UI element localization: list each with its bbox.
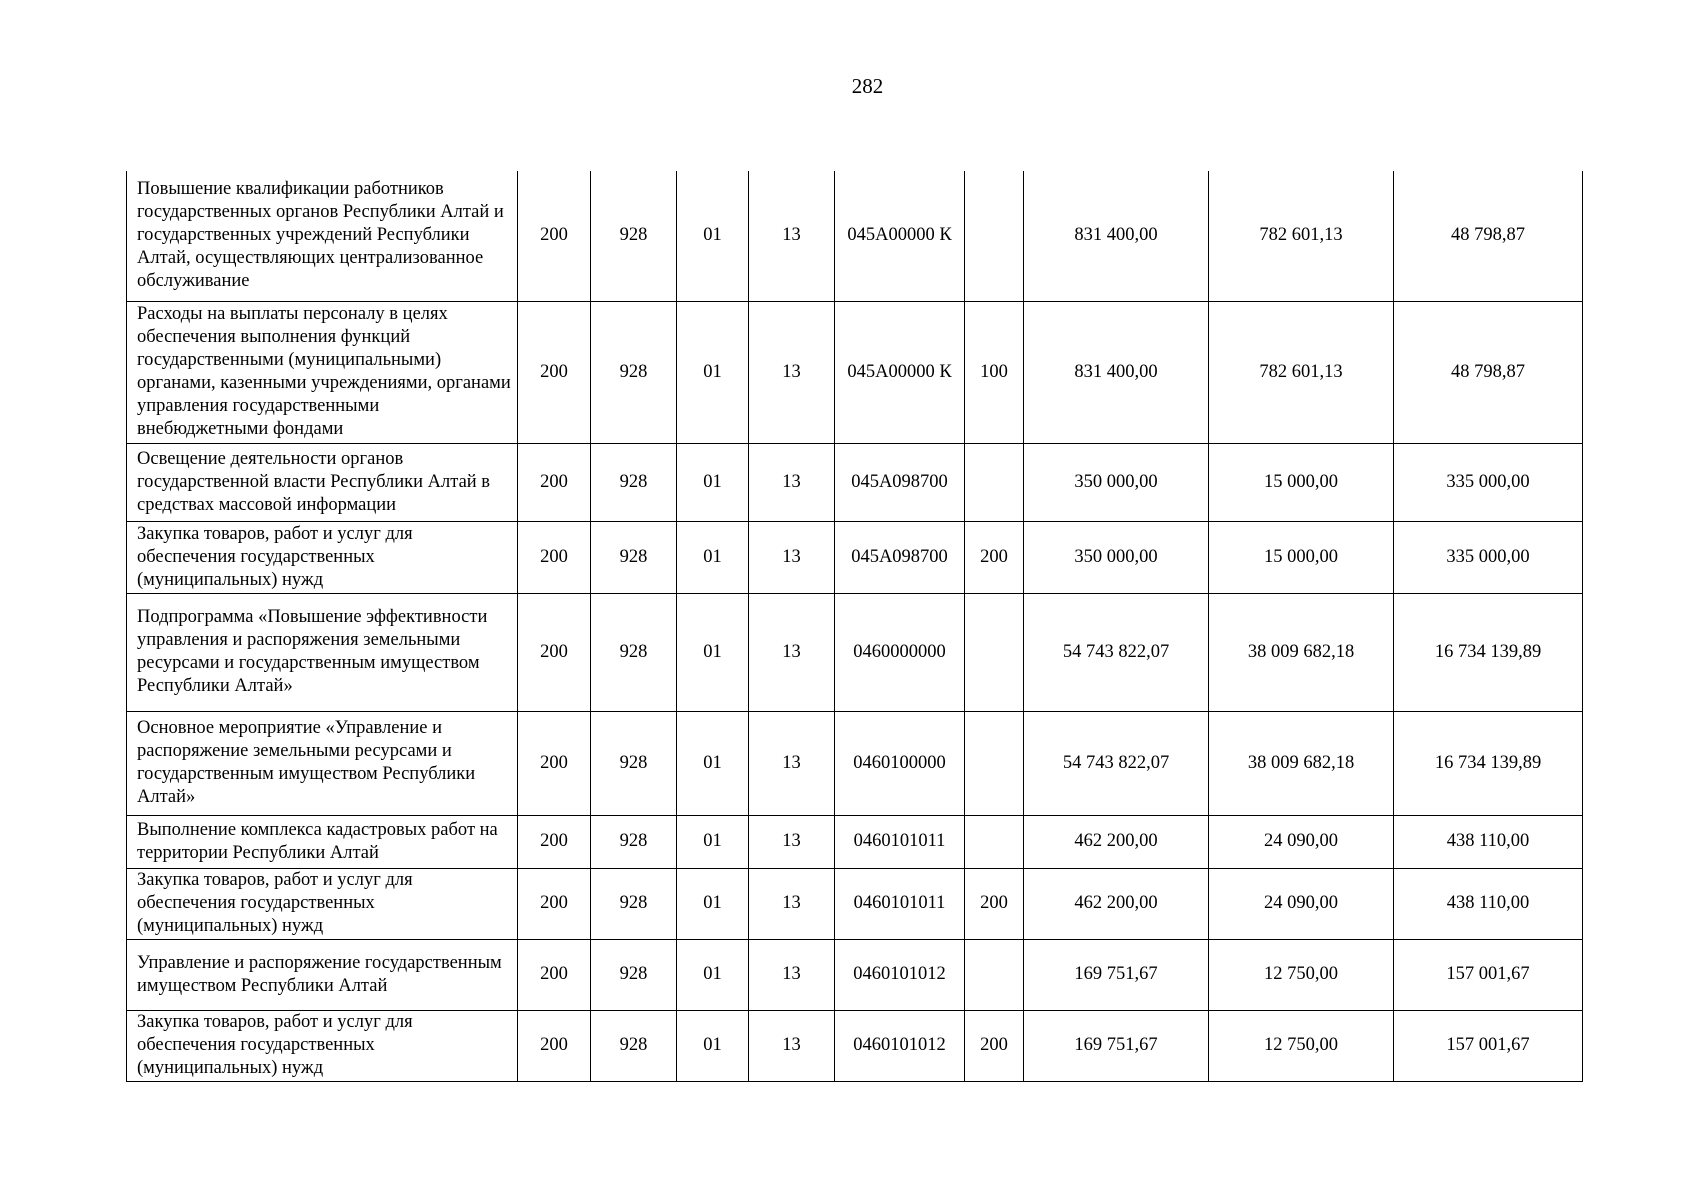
row-name: Закупка товаров, работ и услуг для обеспечения государственных (муниципальных) нужд: [127, 1010, 518, 1081]
cell-v1: 350 000,00: [1024, 443, 1209, 521]
cell-c3: 01: [677, 521, 749, 593]
cell-c2: 928: [591, 939, 677, 1010]
cell-c4: 13: [749, 301, 835, 443]
cell-c5: 0460101012: [835, 939, 965, 1010]
cell-v2: 38 009 682,18: [1209, 711, 1394, 815]
cell-v1: 831 400,00: [1024, 171, 1209, 301]
cell-v3: 16 734 139,89: [1394, 593, 1583, 711]
table-row: [127, 815, 1583, 868]
row-name: Основное мероприятие «Управление и распоряжение земельными ресурсами и государственным имуществом Республики Алтай»: [127, 711, 518, 815]
cell-v3: 16 734 139,89: [1394, 711, 1583, 815]
cell-c1: 200: [518, 301, 591, 443]
cell-v2: 24 090,00: [1209, 868, 1394, 939]
cell-v2: 15 000,00: [1209, 521, 1394, 593]
table-row: [127, 171, 1583, 301]
cell-c2: 928: [591, 711, 677, 815]
cell-c4: 13: [749, 939, 835, 1010]
cell-c6: [965, 939, 1024, 1010]
cell-c5: 045А00000 К: [835, 301, 965, 443]
row-name: Расходы на выплаты персоналу в целях обеспечения выполнения функций государственными (муниципальными) органами, казенными учреждениями, органами управления государственными внебюджетными фондами: [127, 301, 518, 443]
cell-c3: 01: [677, 711, 749, 815]
cell-v3: 335 000,00: [1394, 443, 1583, 521]
cell-v3: 157 001,67: [1394, 1010, 1583, 1081]
cell-v3: 157 001,67: [1394, 939, 1583, 1010]
cell-c5: 0460101011: [835, 868, 965, 939]
cell-v1: 831 400,00: [1024, 301, 1209, 443]
cell-v1: 169 751,67: [1024, 939, 1209, 1010]
row-name: Подпрограмма «Повышение эффективности управления и распоряжения земельными ресурсами и государственным имуществом Республики Алтай»: [127, 593, 518, 711]
cell-v3: 335 000,00: [1394, 521, 1583, 593]
cell-v1: 350 000,00: [1024, 521, 1209, 593]
row-name: Закупка товаров, работ и услуг для обеспечения государственных (муниципальных) нужд: [127, 521, 518, 593]
cell-c6: 200: [965, 1010, 1024, 1081]
cell-c3: 01: [677, 593, 749, 711]
cell-c4: 13: [749, 815, 835, 868]
row-name: Выполнение комплекса кадастровых работ на территории Республики Алтай: [127, 815, 518, 868]
cell-c2: 928: [591, 521, 677, 593]
cell-c3: 01: [677, 1010, 749, 1081]
cell-c2: 928: [591, 301, 677, 443]
cell-c5: 045А098700: [835, 443, 965, 521]
cell-v3: 438 110,00: [1394, 815, 1583, 868]
cell-v3: 48 798,87: [1394, 171, 1583, 301]
cell-v2: 12 750,00: [1209, 1010, 1394, 1081]
cell-c4: 13: [749, 171, 835, 301]
cell-c5: 0460000000: [835, 593, 965, 711]
cell-v2: 12 750,00: [1209, 939, 1394, 1010]
cell-c1: 200: [518, 593, 591, 711]
cell-c1: 200: [518, 815, 591, 868]
cell-c4: 13: [749, 443, 835, 521]
cell-v3: 438 110,00: [1394, 868, 1583, 939]
table-row: [127, 593, 1583, 711]
cell-c2: 928: [591, 171, 677, 301]
cell-c1: 200: [518, 443, 591, 521]
cell-c3: 01: [677, 939, 749, 1010]
cell-v2: 782 601,13: [1209, 301, 1394, 443]
cell-c6: 200: [965, 521, 1024, 593]
cell-c5: 0460100000: [835, 711, 965, 815]
cell-c3: 01: [677, 443, 749, 521]
cell-c6: [965, 711, 1024, 815]
cell-c6: [965, 593, 1024, 711]
cell-c3: 01: [677, 815, 749, 868]
cell-c2: 928: [591, 868, 677, 939]
cell-c5: 0460101012: [835, 1010, 965, 1081]
cell-c2: 928: [591, 443, 677, 521]
cell-c6: 200: [965, 868, 1024, 939]
cell-v2: 24 090,00: [1209, 815, 1394, 868]
table-row: [127, 939, 1583, 1010]
cell-c1: 200: [518, 1010, 591, 1081]
cell-c2: 928: [591, 1010, 677, 1081]
cell-v1: 462 200,00: [1024, 868, 1209, 939]
cell-c4: 13: [749, 711, 835, 815]
cell-v1: 169 751,67: [1024, 1010, 1209, 1081]
cell-c6: 100: [965, 301, 1024, 443]
table-row: [127, 868, 1583, 939]
cell-c1: 200: [518, 868, 591, 939]
cell-c4: 13: [749, 868, 835, 939]
cell-c3: 01: [677, 301, 749, 443]
cell-c1: 200: [518, 171, 591, 301]
cell-c1: 200: [518, 521, 591, 593]
cell-c3: 01: [677, 171, 749, 301]
cell-c3: 01: [677, 868, 749, 939]
cell-c2: 928: [591, 815, 677, 868]
table-row: [127, 711, 1583, 815]
cell-c1: 200: [518, 711, 591, 815]
table-row: [127, 443, 1583, 521]
row-name: Закупка товаров, работ и услуг для обеспечения государственных (муниципальных) нужд: [127, 868, 518, 939]
row-name: Освещение деятельности органов государственной власти Республики Алтай в средствах массовой информации: [127, 443, 518, 521]
cell-c6: [965, 815, 1024, 868]
cell-c5: 0460101011: [835, 815, 965, 868]
page-number: 282: [851, 74, 884, 98]
row-name: Повышение квалификации работников государственных органов Республики Алтай и государственных учреждений Республики Алтай, осуществляющих централизованное обслуживание: [127, 171, 518, 301]
cell-c6: [965, 171, 1024, 301]
table-row: [127, 521, 1583, 593]
cell-c4: 13: [749, 1010, 835, 1081]
cell-c4: 13: [749, 521, 835, 593]
cell-v1: 462 200,00: [1024, 815, 1209, 868]
cell-v1: 54 743 822,07: [1024, 593, 1209, 711]
cell-c2: 928: [591, 593, 677, 711]
cell-c6: [965, 443, 1024, 521]
cell-v2: 38 009 682,18: [1209, 593, 1394, 711]
budget-table: [126, 171, 1583, 1082]
cell-c5: 045А098700: [835, 521, 965, 593]
cell-v3: 48 798,87: [1394, 301, 1583, 443]
cell-c5: 045А00000 К: [835, 171, 965, 301]
cell-v1: 54 743 822,07: [1024, 711, 1209, 815]
cell-v2: 15 000,00: [1209, 443, 1394, 521]
cell-v2: 782 601,13: [1209, 171, 1394, 301]
row-name: Управление и распоряжение государственным имуществом Республики Алтай: [127, 939, 518, 1010]
cell-c4: 13: [749, 593, 835, 711]
cell-c1: 200: [518, 939, 591, 1010]
table-row: [127, 301, 1583, 443]
table-row: [127, 1010, 1583, 1081]
